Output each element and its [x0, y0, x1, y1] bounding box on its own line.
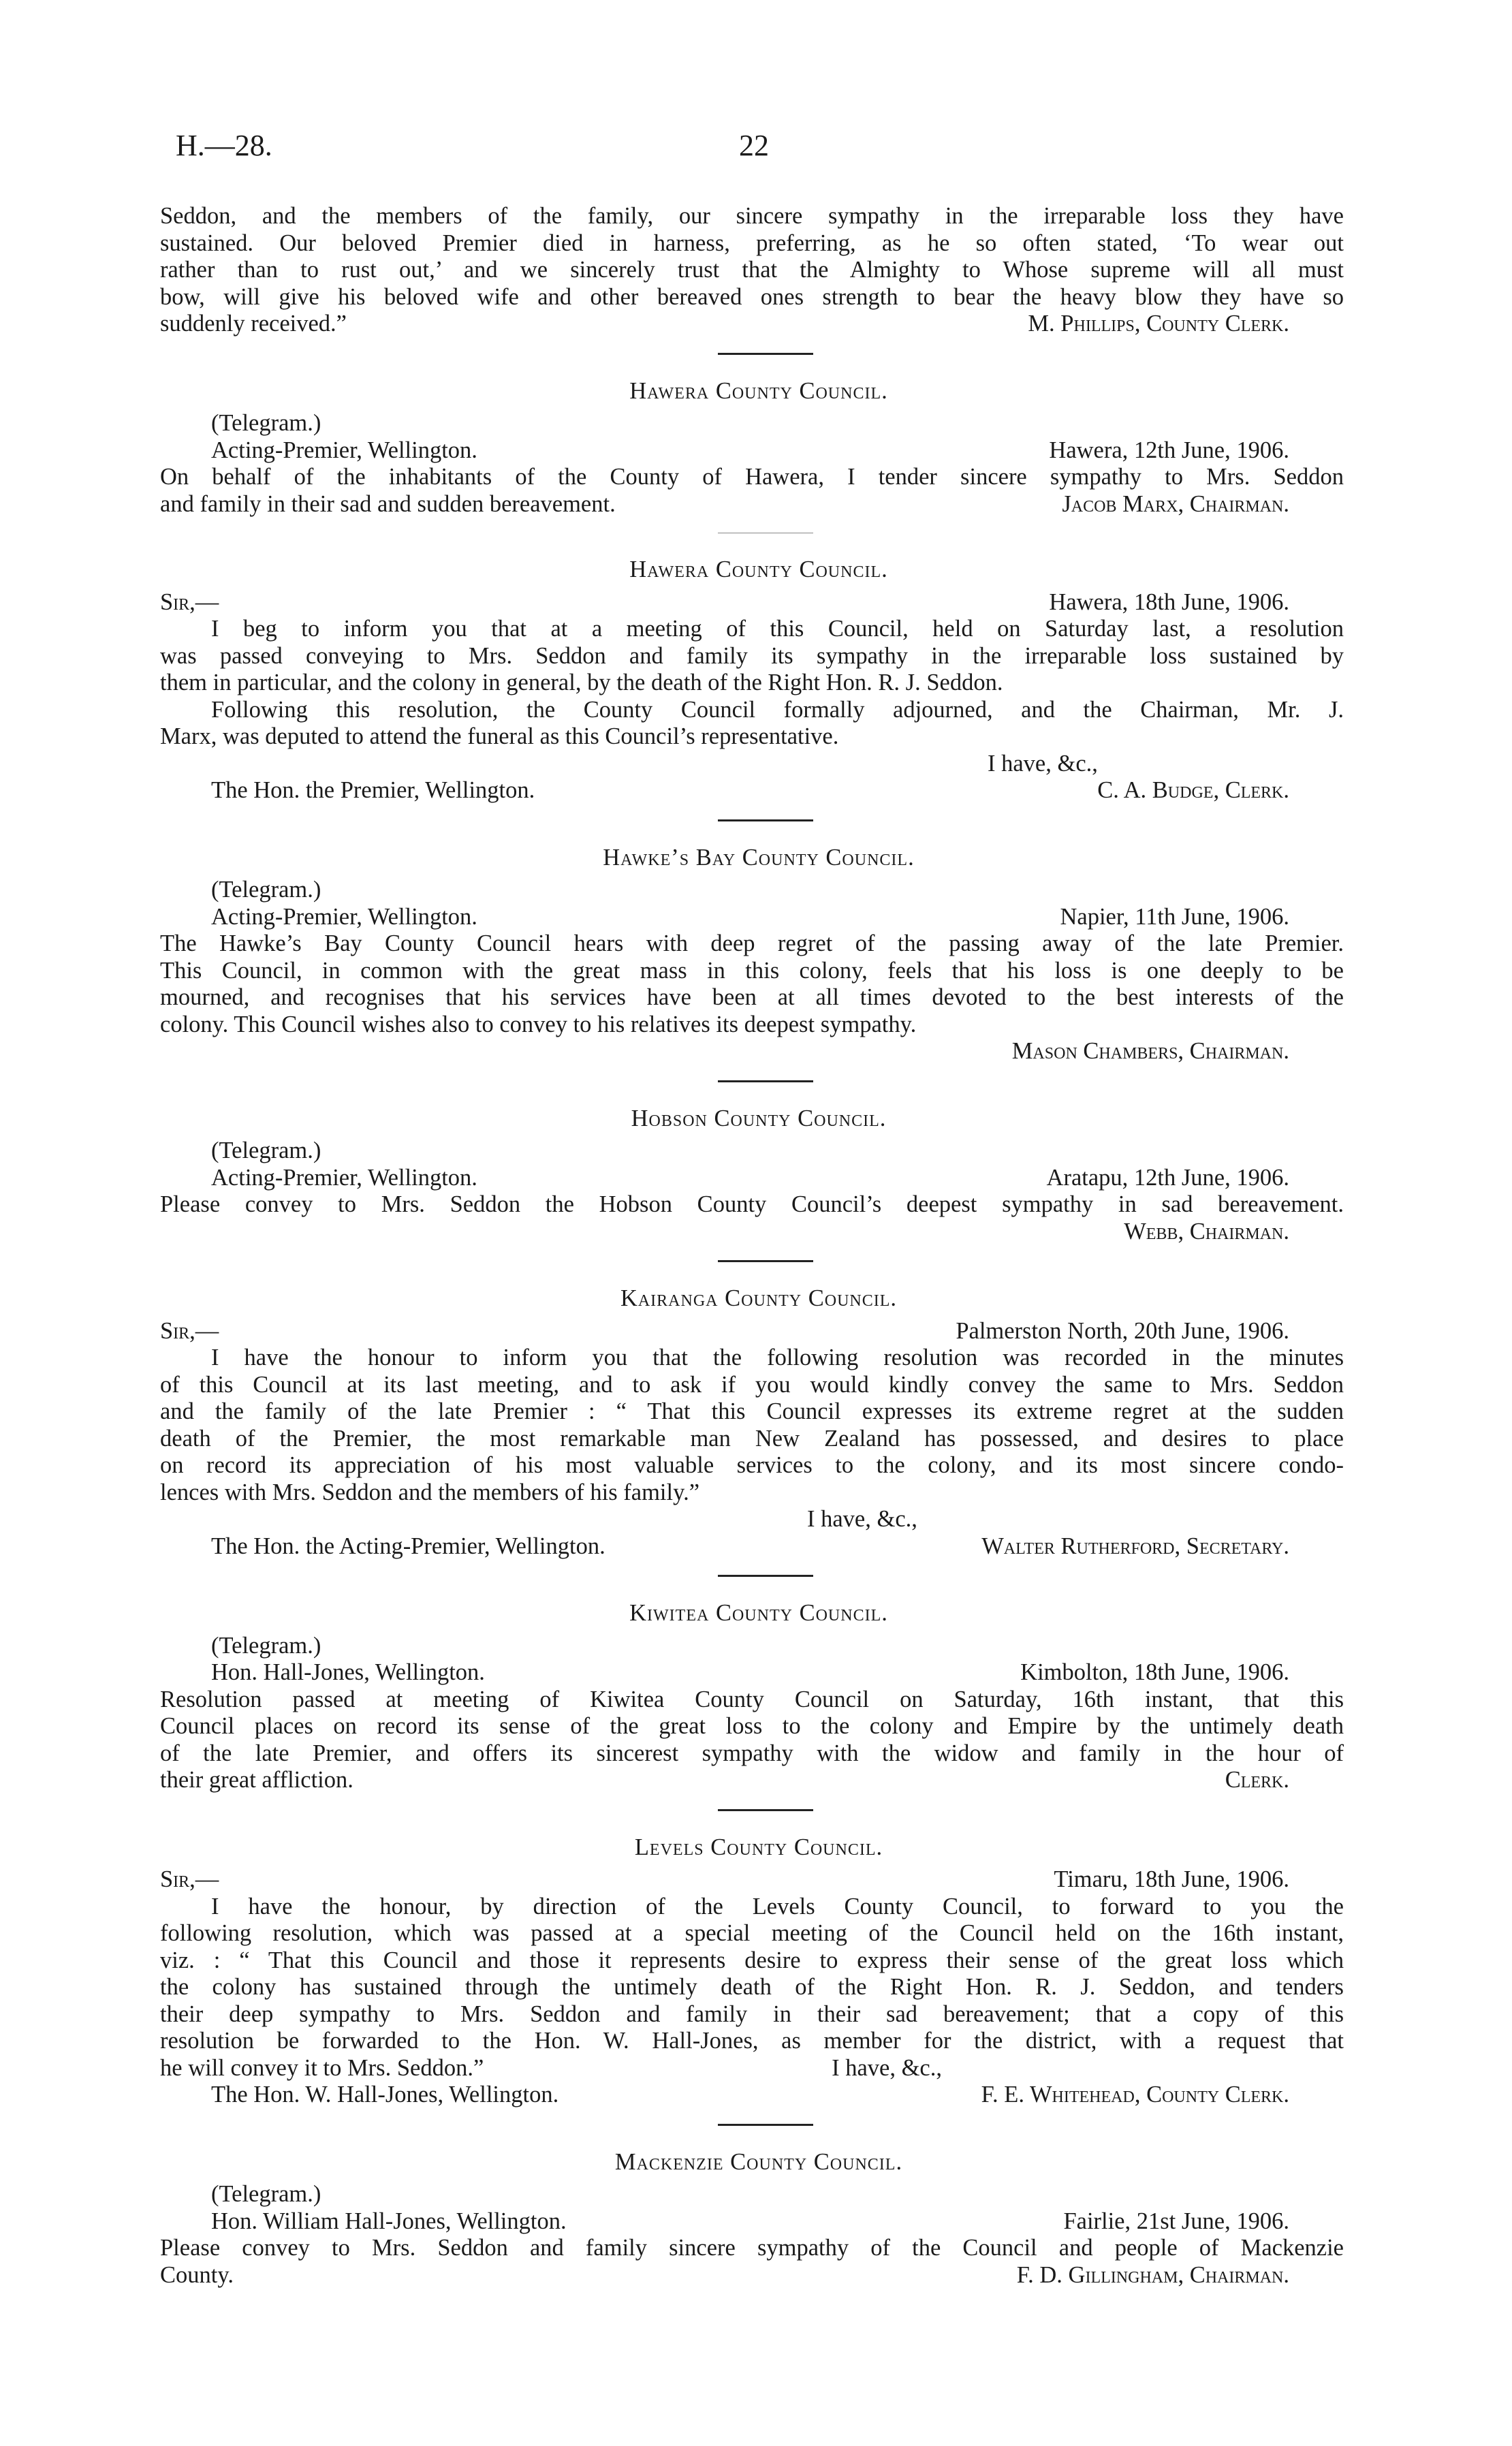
- document-reference: H.—28.: [176, 129, 272, 162]
- signature-row: [160, 777, 1344, 804]
- signature: Walter Rutherford, Secretary.: [981, 1533, 1289, 1559]
- addressee: Acting-Premier, Wellington.: [211, 1164, 477, 1191]
- section-heading: Hawera County Council.: [629, 556, 888, 582]
- section-heading: Hawera County Council.: [629, 377, 888, 404]
- intro-letter-continuation: [160, 203, 1344, 338]
- place-date: Palmerston North, 20th June, 1906.: [956, 1317, 1289, 1344]
- address-row: [160, 437, 1344, 465]
- salutation: Sir,—: [160, 1866, 219, 1892]
- addressee: Hon. Hall-Jones, Wellington.: [211, 1659, 485, 1685]
- place-date: Napier, 11th June, 1906.: [1060, 903, 1289, 930]
- page-number: 22: [739, 129, 769, 162]
- place-date: Hawera, 12th June, 1906.: [1049, 437, 1289, 463]
- text-line: following resolution, which was passed at a special meeting of the Council held on the 16th instant,: [160, 1920, 1344, 1946]
- text-line: I have the honour, by direction of the Levels County Council, to forward to you the: [211, 1893, 1344, 1919]
- salutation: Sir,—: [160, 1317, 219, 1344]
- place-date: Aratapu, 12th June, 1906.: [1046, 1164, 1289, 1191]
- text-line: Following this resolution, the County Council formally adjourned, and the Chairman, Mr. J.: [211, 696, 1344, 723]
- text-line: death of the Premier, the most remarkable man New Zealand has possessed, and desires to place: [160, 1425, 1344, 1452]
- place-date: Fairlie, 21st June, 1906.: [1063, 2208, 1289, 2234]
- text-line: was passed conveying to Mrs. Seddon and family its sympathy in the irreparable loss sustained by: [160, 642, 1344, 669]
- signature: Mason Chambers, Chairman.: [1011, 1038, 1289, 1064]
- text-line: Please convey to Mrs. Seddon and family sincere sympathy of the Council and people of Mackenzie: [160, 2235, 1344, 2261]
- hawkes-bay-telegram: [160, 845, 1344, 1065]
- text-line: their deep sympathy to Mrs. Seddon and family in their sad bereavement; that a copy of this: [160, 2001, 1344, 2027]
- text-line: I beg to inform you that at a meeting of this Council, held on Saturday last, a resolution: [211, 616, 1344, 642]
- text-line: the colony has sustained through the untimely death of the Right Hon. R. J. Seddon, and tenders: [160, 1974, 1344, 2000]
- mackenzie-telegram: [160, 2149, 1344, 2289]
- text-line: sustained. Our beloved Premier died in harness, preferring, as he so often stated, ‘To wear out: [160, 230, 1344, 256]
- section-heading: Kiwitea County Council.: [629, 1600, 888, 1626]
- section-divider: [718, 2124, 813, 2126]
- text-line: and the family of the late Premier : “ That this Council expresses its extreme regret at the sudden: [160, 1398, 1344, 1424]
- closing: I have, &c.,: [988, 750, 1098, 777]
- salutation-row: [160, 589, 1344, 616]
- text-line: Please convey to Mrs. Seddon the Hobson County Council’s deepest sympathy in sad bereavement.: [160, 1191, 1344, 1217]
- section-divider: [718, 1080, 813, 1082]
- telegram-note: (Telegram.): [211, 877, 321, 903]
- signature-row: [160, 2082, 1344, 2109]
- text-line: and family in their sad and sudden bereavement.: [160, 490, 616, 517]
- signature: Jacob Marx, Chairman.: [1062, 490, 1289, 517]
- text-line: Marx, was deputed to attend the funeral as this Council’s representative.: [160, 723, 839, 749]
- section-divider: [718, 1809, 813, 1811]
- signature: F. E. Whitehead, County Clerk.: [981, 2082, 1289, 2107]
- address-row: [160, 2208, 1344, 2236]
- signature: Clerk.: [1225, 1767, 1289, 1793]
- signature-row: [160, 1533, 1344, 1561]
- telegram-note: (Telegram.): [211, 410, 321, 436]
- document-body: [160, 203, 1344, 2289]
- section-heading: Hobson County Council.: [631, 1105, 887, 1131]
- text-line: viz. : “ That this Council and those it represents desire to express their sense of the great loss which: [160, 1947, 1344, 1973]
- text-line: lences with Mrs. Seddon and the members of his family.”: [160, 1479, 700, 1505]
- text-line: Resolution passed at meeting of Kiwitea County Council on Saturday, 16th instant, that this: [160, 1686, 1344, 1712]
- text-line: colony. This Council wishes also to convey to his relatives its deepest sympathy.: [160, 1011, 917, 1037]
- section-divider: [718, 819, 813, 821]
- addressee: The Hon. W. Hall-Jones, Wellington.: [211, 2082, 559, 2107]
- salutation-row: [160, 1318, 1344, 1345]
- section-heading: Hawke’s Bay County Council.: [603, 844, 915, 871]
- signature: C. A. Budge, Clerk.: [1097, 777, 1289, 803]
- signature: F. D. Gillingham, Chairman.: [1016, 2261, 1289, 2288]
- text-line: their great affliction.: [160, 1767, 353, 1793]
- text-line: bow, will give his beloved wife and other bereaved ones strength to bear the heavy blow they have so: [160, 283, 1344, 310]
- telegram-note: (Telegram.): [211, 1138, 321, 1163]
- text-line: them in particular, and the colony in general, by the death of the Right Hon. R. J. Seddon.: [160, 670, 1003, 695]
- addressee: The Hon. the Premier, Wellington.: [211, 777, 535, 803]
- closing-row: [160, 311, 1344, 338]
- text-line: The Hawke’s Bay County Council hears with deep regret of the passing away of the late Premier.: [160, 930, 1344, 956]
- salutation: Sir,—: [160, 589, 219, 615]
- text-line: resolution be forwarded to the Hon. W. Hall-Jones, as member for the district, with a request that: [160, 2028, 1344, 2054]
- text-line: Council places on record its sense of the great loss to the colony and Empire by the untimely death: [160, 1713, 1344, 1739]
- text-line: he will convey it to Mrs. Seddon.”: [160, 2054, 484, 2081]
- closing-row: [160, 1767, 1344, 1794]
- section-divider: [718, 1260, 813, 1262]
- section-heading: Levels County Council.: [634, 1834, 883, 1860]
- signature: Webb, Chairman.: [1124, 1218, 1289, 1244]
- closing-row: [160, 491, 1344, 518]
- section-heading: Mackenzie County Council.: [614, 2148, 903, 2175]
- text-line: County.: [160, 2261, 234, 2288]
- closing-row: [160, 2055, 1344, 2082]
- levels-letter: [160, 1834, 1344, 2109]
- text-line: suddenly received.”: [160, 311, 347, 336]
- hawera-telegram: [160, 378, 1344, 518]
- hawera-letter: [160, 556, 1344, 804]
- text-line: Seddon, and the members of the family, our sincere sympathy in the irreparable loss they have: [160, 203, 1344, 229]
- addressee: Acting-Premier, Wellington.: [211, 437, 477, 463]
- signature: M. Phillips, County Clerk.: [1028, 311, 1289, 336]
- address-row: [160, 1165, 1344, 1192]
- text-line: rather than to rust out,’ and we sincerely trust that the Almighty to Whose supreme will all must: [160, 257, 1344, 283]
- address-row: [160, 904, 1344, 931]
- kairanga-letter: [160, 1285, 1344, 1560]
- place-date: Timaru, 18th June, 1906.: [1054, 1866, 1289, 1892]
- section-heading: Kairanga County Council.: [620, 1285, 898, 1311]
- addressee: The Hon. the Acting-Premier, Wellington.: [211, 1533, 605, 1559]
- hobson-telegram: [160, 1106, 1344, 1246]
- addressee: Acting-Premier, Wellington.: [211, 903, 477, 930]
- section-divider: [718, 1575, 813, 1577]
- addressee: Hon. William Hall-Jones, Wellington.: [211, 2208, 567, 2234]
- kiwitea-telegram: [160, 1600, 1344, 1794]
- text-line: On behalf of the inhabitants of the County of Hawera, I tender sincere sympathy to Mrs. Seddon: [160, 464, 1344, 490]
- section-divider: [718, 353, 813, 355]
- telegram-note: (Telegram.): [211, 1632, 321, 1659]
- closing: I have, &c.,: [832, 2054, 942, 2081]
- salutation-row: [160, 1866, 1344, 1894]
- text-line: This Council, in common with the great mass in this colony, feels that his loss is one deeply to be: [160, 957, 1344, 984]
- text-line: mourned, and recognises that his services have been at all times devoted to the best interests of the: [160, 984, 1344, 1010]
- place-date: Hawera, 18th June, 1906.: [1049, 589, 1289, 615]
- closing: I have, &c.,: [807, 1506, 917, 1532]
- text-line: I have the honour to inform you that the following resolution was recorded in the minutes: [211, 1345, 1344, 1370]
- place-date: Kimbolton, 18th June, 1906.: [1020, 1659, 1289, 1685]
- text-line: on record its appreciation of his most valuable services to the colony, and its most sincere condo-: [160, 1452, 1344, 1478]
- address-row: [160, 1659, 1344, 1687]
- text-line: of this Council at its last meeting, and to ask if you would kindly convey the same to Mrs. Seddon: [160, 1371, 1344, 1398]
- telegram-note: (Telegram.): [211, 2181, 321, 2207]
- closing-row: [160, 2262, 1344, 2289]
- text-line: of the late Premier, and offers its sincerest sympathy with the widow and family in the hour of: [160, 1740, 1344, 1766]
